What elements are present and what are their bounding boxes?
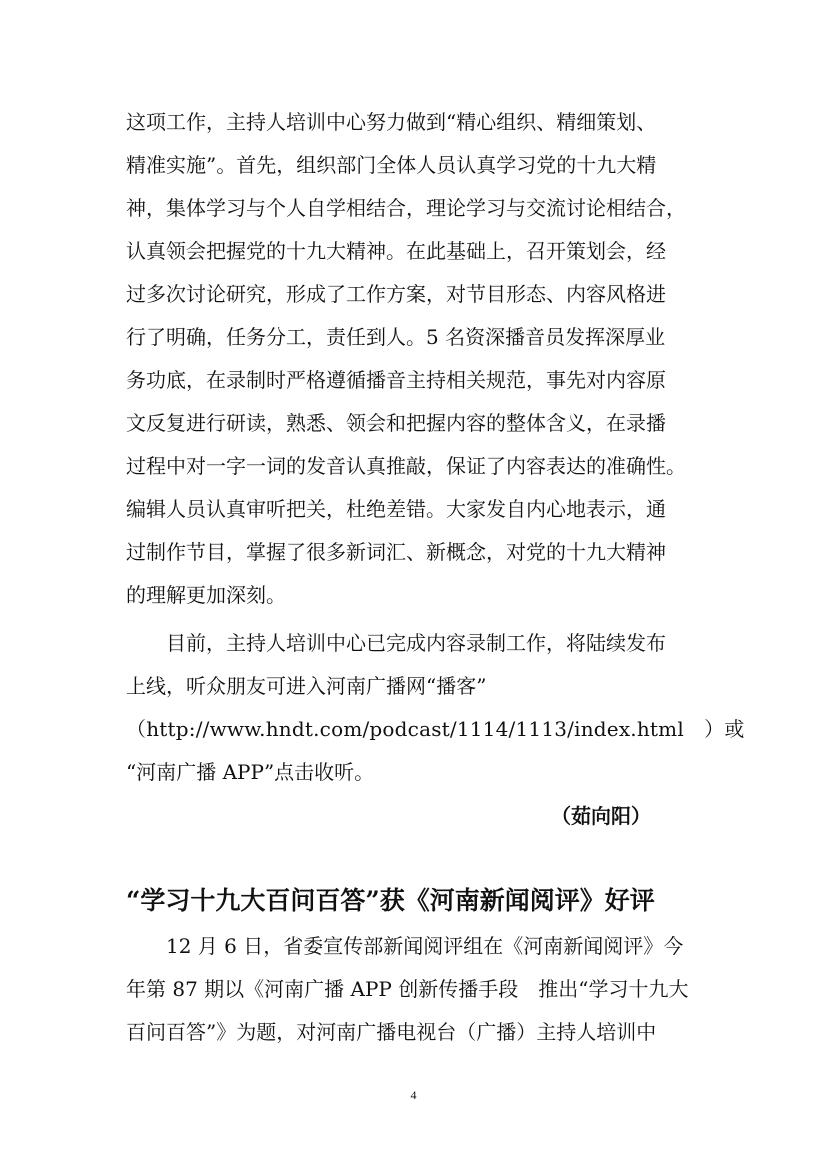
paragraph-line: 过制作节目，掌握了很多新词汇、新概念，对党的十九大精神 (126, 540, 666, 564)
paragraph-line: 百问百答”》为题，对河南广播电视台（广播）主持人培训中 (126, 1020, 657, 1044)
paragraph-line: 目前，主持人培训中心已完成内容录制工作，将陆续发布 (166, 631, 666, 655)
paragraph-line: 这项工作，主持人培训中心努力做到“精心组织、精细策划、 (126, 110, 657, 134)
paragraph-line: 神，集体学习与个人自学相结合，理论学习与交流讨论相结合， (126, 196, 686, 220)
paragraph-line: 的理解更加深刻。 (126, 583, 286, 607)
paragraph-line: 文反复进行研读，熟悉、领会和把握内容的整体含义，在录播 (126, 411, 666, 435)
podcast-url: （http://www.hndt.com/podcast/1114/1113/index.html ）或 (126, 717, 745, 741)
paragraph-line: 12 月 6 日，省委宣传部新闻阅评组在《河南新闻阅评》今 (166, 934, 684, 958)
paragraph-line: 年第 87 期以《河南广播 APP 创新传播手段 推出“学习十九大 (126, 977, 689, 1001)
paragraph-line: 过程中对一字一词的发音认真推敲，保证了内容表达的准确性。 (126, 454, 686, 478)
paragraph-line: 行了明确，任务分工，责任到人。5 名资深播音员发挥深厚业 (126, 325, 666, 349)
author-byline: （茹向阳） (551, 804, 651, 828)
paragraph-line: 务功底，在录制时严格遵循播音主持相关规范，事先对内容原 (126, 368, 666, 392)
article-headline: “学习十九大百问百答”获《河南新闻阅评》好评 (126, 886, 655, 915)
paragraph-line: 上线，听众朋友可进入河南广播网“播客” (126, 674, 487, 698)
paragraph-line: “河南广播 APP”点击收听。 (126, 760, 375, 784)
page-number: 4 (410, 1088, 417, 1102)
paragraph-line: 认真领会把握党的十九大精神。在此基础上，召开策划会，经 (126, 239, 666, 263)
paragraph-line: 精准实施”。首先，组织部门全体人员认真学习党的十九大精 (126, 153, 657, 177)
paragraph-line: 过多次讨论研究，形成了工作方案，对节目形态、内容风格进 (126, 282, 666, 306)
paragraph-line: 编辑人员认真审听把关，杜绝差错。大家发自内心地表示，通 (126, 497, 666, 521)
